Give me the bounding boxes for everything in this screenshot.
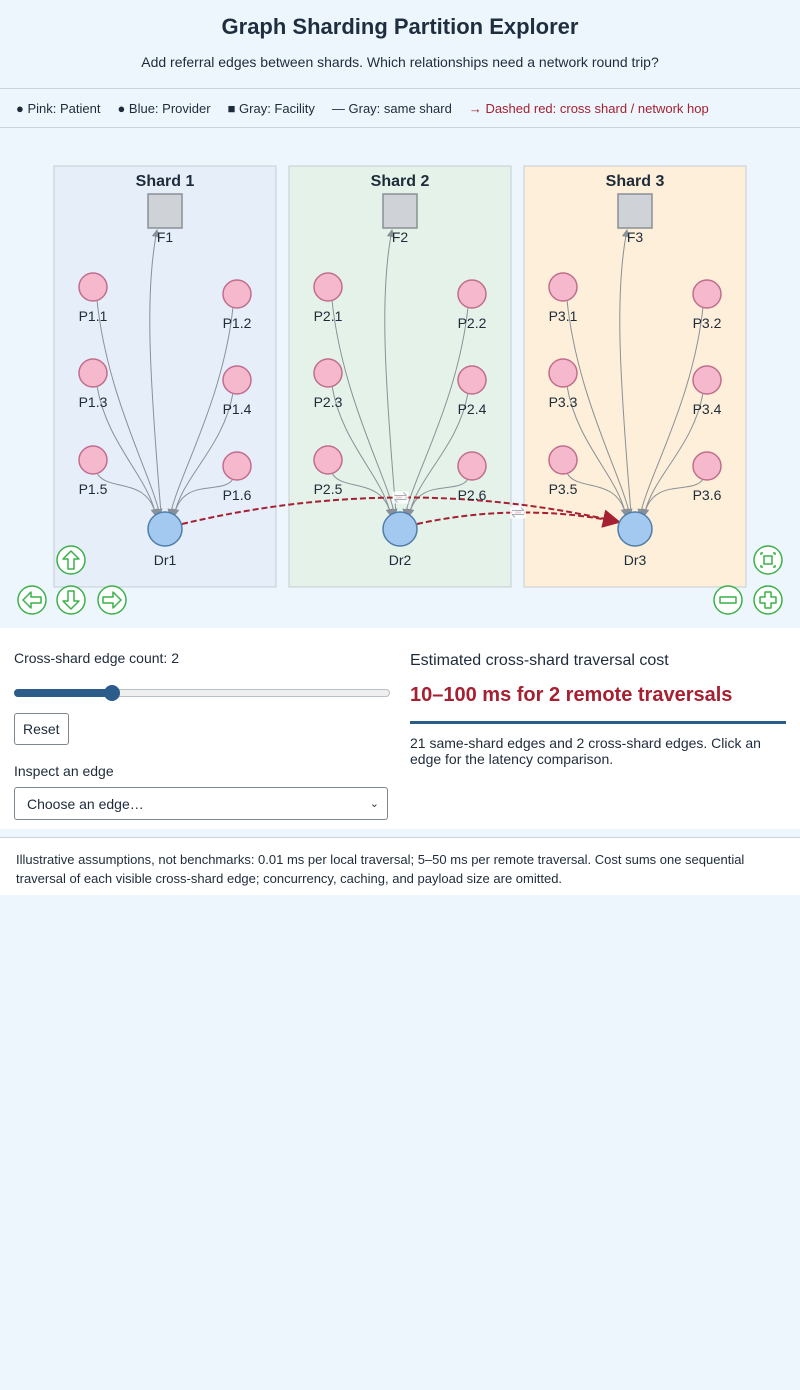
provider-label: Dr3 <box>623 552 647 568</box>
slider-thumb[interactable] <box>104 685 120 701</box>
facility-node[interactable] <box>148 194 182 228</box>
patient-label: P1.4 <box>222 401 252 417</box>
legend-cross-shard: → Dashed red: cross shard / network hop <box>468 100 709 116</box>
provider-label: Dr1 <box>153 552 177 568</box>
provider-node[interactable] <box>148 512 182 546</box>
slider-fill <box>14 689 112 697</box>
patient-node[interactable] <box>223 280 251 308</box>
patient-label: P3.3 <box>548 394 578 410</box>
patient-node[interactable] <box>223 366 251 394</box>
legend-provider: ● Blue: Provider <box>117 100 211 116</box>
pan-right-icon-button[interactable] <box>98 586 126 614</box>
patient-node[interactable] <box>314 359 342 387</box>
patient-node[interactable] <box>314 446 342 474</box>
patient-label: P1.5 <box>78 481 108 497</box>
patient-node[interactable] <box>693 452 721 480</box>
graph-canvas <box>0 128 800 628</box>
patient-node[interactable] <box>458 452 486 480</box>
shard-title: Shard 3 <box>605 173 665 190</box>
edge-select-value: Choose an edge… <box>27 795 144 812</box>
pan-left-icon-button[interactable] <box>18 586 46 614</box>
patient-label: P3.1 <box>548 308 578 324</box>
patient-node[interactable] <box>79 273 107 301</box>
facility-label: F1 <box>156 229 174 245</box>
controls-panel <box>0 628 800 829</box>
network-hop-marker <box>510 507 526 519</box>
provider-node[interactable] <box>383 512 417 546</box>
cost-divider <box>410 721 786 724</box>
patient-label: P2.4 <box>457 401 487 417</box>
patient-label: P3.4 <box>692 401 722 417</box>
legend-facility: ■ Gray: Facility <box>227 100 315 116</box>
controls-left <box>14 650 390 820</box>
patient-label: P2.3 <box>313 394 343 410</box>
patient-label: P1.3 <box>78 394 108 410</box>
patient-node[interactable] <box>458 366 486 394</box>
facility-node[interactable] <box>383 194 417 228</box>
shard-title: Shard 1 <box>135 173 195 190</box>
legend <box>0 88 800 128</box>
patient-label: P3.2 <box>692 315 722 331</box>
patient-label: P2.2 <box>457 315 487 331</box>
patient-label: P3.5 <box>548 481 578 497</box>
patient-node[interactable] <box>79 446 107 474</box>
chevron-down-icon: ⌄ <box>369 798 379 810</box>
page-subtitle: Add referral edges between shards. Which relationships need a network round trip? <box>141 54 659 70</box>
patient-node[interactable] <box>693 280 721 308</box>
facility-label: F3 <box>626 229 644 245</box>
provider-node[interactable] <box>618 512 652 546</box>
facility-node[interactable] <box>618 194 652 228</box>
pan-down-icon-button[interactable] <box>57 586 85 614</box>
inspect-edge-label: Inspect an edge <box>14 763 114 779</box>
reset-button[interactable]: Reset <box>14 713 69 745</box>
patient-label: P1.6 <box>222 487 252 503</box>
zoom-out-icon-button[interactable] <box>714 586 742 614</box>
patient-label: P2.1 <box>313 308 343 324</box>
graph-diagram <box>0 128 800 628</box>
cost-value: 10–100 ms for 2 remote traversals <box>410 684 733 706</box>
page-header <box>0 0 800 88</box>
patient-node[interactable] <box>314 273 342 301</box>
edge-select[interactable] <box>14 787 388 820</box>
patient-node[interactable] <box>79 359 107 387</box>
legend-same-shard: — Gray: same shard <box>331 100 452 116</box>
patient-label: P1.2 <box>222 315 252 331</box>
legend-patient: ● Pink: Patient <box>16 100 101 116</box>
fit-view-icon-button[interactable] <box>754 546 782 574</box>
provider-label: Dr2 <box>388 552 412 568</box>
cost-panel <box>410 652 786 767</box>
patient-node[interactable] <box>549 273 577 301</box>
patient-label: P3.6 <box>692 487 722 503</box>
patient-node[interactable] <box>549 359 577 387</box>
network-hop-marker <box>393 492 409 504</box>
cost-title: Estimated cross-shard traversal cost <box>410 652 669 669</box>
patient-label: P2.5 <box>313 481 343 497</box>
patient-label: P2.6 <box>457 487 487 503</box>
patient-label: P1.1 <box>78 308 108 324</box>
shard-title: Shard 2 <box>370 173 430 190</box>
patient-node[interactable] <box>693 366 721 394</box>
patient-node[interactable] <box>223 452 251 480</box>
facility-label: F2 <box>391 229 409 245</box>
cost-description: 21 same-shard edges and 2 cross-shard edges. Click an edge for the latency comparison. <box>410 735 761 767</box>
edge-count-slider[interactable] <box>14 684 390 702</box>
page-title: Graph Sharding Partition Explorer <box>221 14 579 39</box>
patient-node[interactable] <box>458 280 486 308</box>
footer-note: Illustrative assumptions, not benchmarks: 0.01 ms per local traversal; 5–50 ms per remote traversal. Cost sums one sequential traversal of each visible cross-shard edge; concurrency, caching, and payload size are omitted. <box>0 837 800 895</box>
patient-node[interactable] <box>549 446 577 474</box>
zoom-in-icon-button[interactable] <box>754 586 782 614</box>
pan-up-icon-button[interactable] <box>57 546 85 574</box>
edge-count-label: Cross-shard edge count: 2 <box>14 650 179 666</box>
